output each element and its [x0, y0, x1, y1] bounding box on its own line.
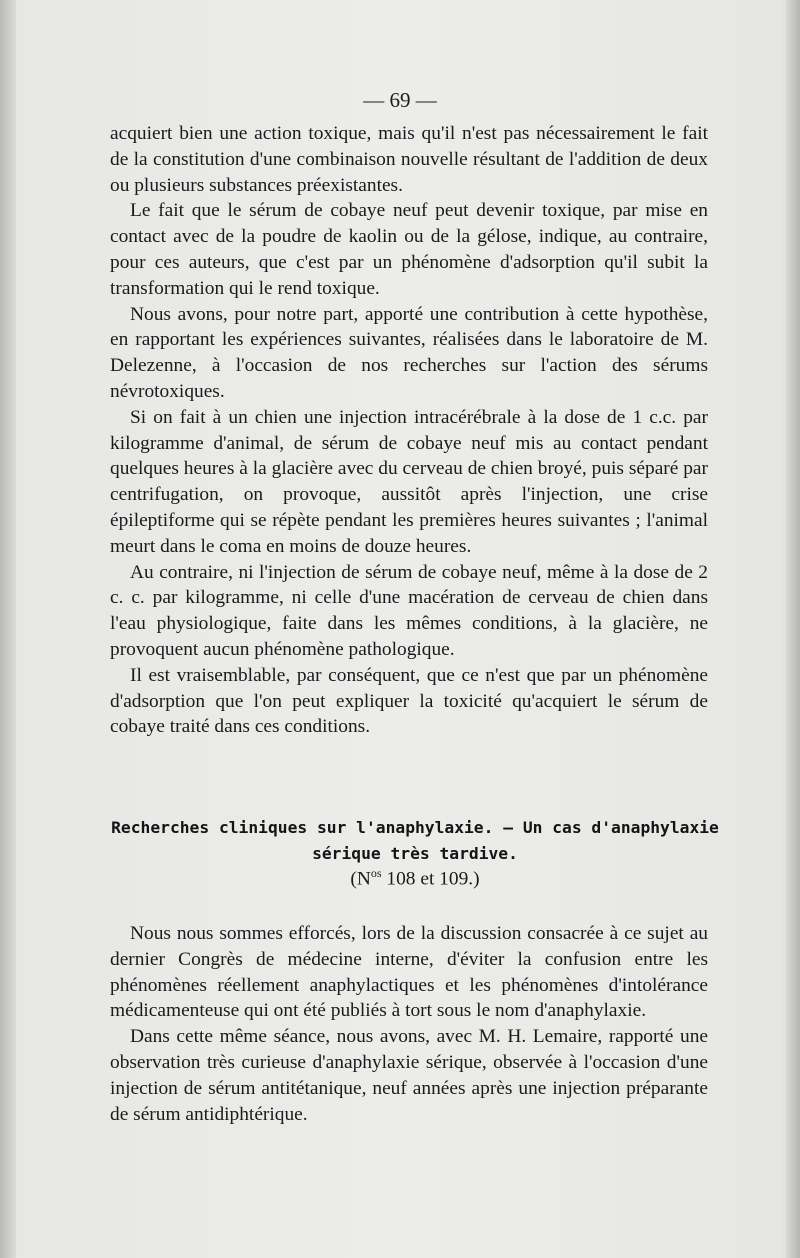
- paragraph: Il est vraisemblable, par conséquent, que ce n'est que par un phénomène d'adsorption que l'on peut expliquer la toxicité qu'acquiert le sérum de cobaye traité dans ces conditions.: [110, 664, 708, 738]
- numbers-rest: 108 et 109.): [381, 868, 480, 890]
- page-number: — 69 —: [363, 88, 437, 112]
- paragraph: Dans cette même séance, nous avons, avec M. H. Lemaire, rapporté une observation très curieuse d'anaphylaxie sérique, observée à l'occasion d'une injection de sérum antitétanique, neuf années après une injection préparante de sérum antidiphtérique.: [110, 1026, 708, 1125]
- page-left-shadow: [0, 0, 16, 1258]
- section-heading-line-1: Recherches cliniques sur l'anaphylaxie. — Un cas d'anaphylaxie: [111, 818, 719, 837]
- section-heading: [110, 815, 720, 867]
- section-heading-line-2: sérique très tardive.: [312, 844, 518, 863]
- paragraph: Nous avons, pour notre part, apporté une contribution à cette hypothèse, en rapportant les expériences suivantes, réalisées dans le laboratoire de M. Delezenne, à l'occasion de nos recherches sur l'action des sérums névrotoxiques.: [110, 303, 708, 402]
- numbers-superscript: os: [370, 866, 382, 880]
- paragraph: Au contraire, ni l'injection de sérum de cobaye neuf, même à la dose de 2 c. c. par kilogramme, ni celle d'une macération de cerveau de chien dans l'eau physiologique, faite dans les mêmes conditions, à la glacière, ne provoquent aucun phénomène pathologique.: [110, 561, 708, 660]
- body-text-top: [110, 121, 708, 740]
- page-right-shadow: [786, 0, 800, 1258]
- paragraph: Nous nous sommes efforcés, lors de la discussion consacrée à ce sujet au dernier Congrès de médecine interne, d'éviter la confusion entre les phénomènes réellement anaphylactiques et les phénomènes d'intolérance médicamenteuse qui ont été publiés à tort sous le nom d'anaphylaxie.: [110, 923, 708, 1022]
- paragraph: Le fait que le sérum de cobaye neuf peut devenir toxique, par mise en contact avec de la poudre de kaolin ou de la gélose, indique, au contraire, pour ces auteurs, que c'est par un phénomène d'adsorption qu'il subit la transformation qui le rend toxique.: [110, 200, 708, 299]
- paragraph: acquiert bien une action toxique, mais qu'il n'est pas nécessairement le fait de la constitution d'une combinaison nouvelle résultant de l'addition de deux ou plusieurs substances préexistantes.: [110, 123, 708, 196]
- numbers-prefix: (N: [350, 868, 371, 890]
- body-text-bottom: [110, 921, 708, 1127]
- paragraph: Si on fait à un chien une injection intracérébrale à la dose de 1 c.c. par kilogramme d'animal, de sérum de cobaye neuf mis au contact pendant quelques heures à la glacière avec du cerveau de chien broyé, puis séparé par centrifugation, on provoque, aussitôt après l'injection, une crise épileptiforme qui se répète pendant les premières heures suivantes ; l'animal meurt dans le coma en moins de douze heures.: [110, 406, 708, 557]
- section-reference-numbers: [110, 866, 720, 890]
